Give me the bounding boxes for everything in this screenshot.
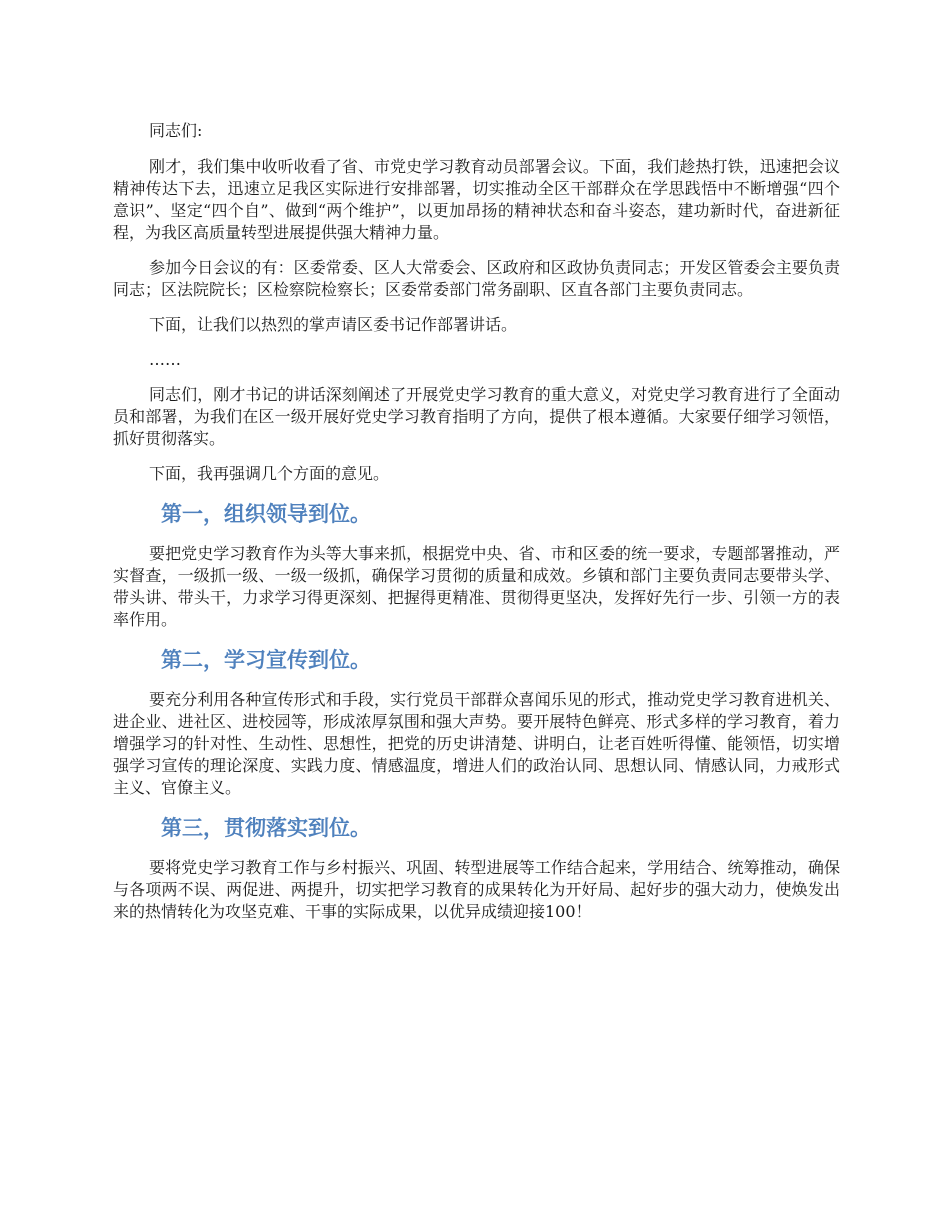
section-body-2: 要充分利用各种宣传形式和手段，实行党员干部群众喜闻乐见的形式，推动党史学习教育进机关、进企业、进社区、进校园等，形成浓厚氛围和强大声势。要开展特色鲜亮、形式多样的学习教育，着力增强学习的针对性、生动性、思想性，把党的历史讲清楚、讲明白，让老百姓听得懂、能领悟，切实增强学习宣传的理论深度、实践力度、情感温度，增进人们的政治认同、思想认同、情感认同，力戒形式主义、官僚主义。 [113, 690, 840, 797]
document-body [113, 120, 840, 936]
paragraph-summary: 同志们，刚才书记的讲话深刻阐述了开展党史学习教育的重大意义，对党史学习教育进行了全面动员和部署，为我们在区一级开展好党史学习教育指明了方向，提供了根本遵循。大家要仔细学习领悟，抓好贯彻落实。 [113, 385, 840, 448]
section-heading-1: 第一，组织领导到位。 [161, 502, 371, 526]
greeting: 同志们: [149, 121, 203, 140]
paragraph-ellipsis: …… [149, 350, 181, 369]
paragraph-attendees: 参加今日会议的有：区委常委、区人大常委会、区政府和区政协负责同志；开发区管委会主要负责同志；区法院院长；区检察院检察长；区委常委部门常务副职、区直各部门主要负责同志。 [113, 258, 840, 299]
paragraph-invite-speech: 下面，让我们以热烈的掌声请区委书记作部署讲话。 [149, 315, 518, 334]
section-heading-2: 第二，学习宣传到位。 [161, 648, 371, 672]
paragraph-transition: 下面，我再强调几个方面的意见。 [149, 464, 390, 483]
paragraph-opening: 刚才，我们集中收听收看了省、市党史学习教育动员部署会议。下面，我们趁热打铁，迅速把会议精神传达下去，迅速立足我区实际进行安排部署，切实推动全区干部群众在学思践悟中不断增强“四个意识”、坚定“四个自”、做到“两个维护”，以更加昂扬的精神状态和奋斗姿态，建功新时代，奋进新征程，为我区高质量转型进展提供强大精神力量。 [113, 157, 840, 242]
section-body-1: 要把党史学习教育作为头等大事来抓，根据党中央、省、市和区委的统一要求，专题部署推动，严实督查，一级抓一级、一级一级抓，确保学习贯彻的质量和成效。乡镇和部门主要负责同志要带头学、带头讲、带头干，力求学习得更深刻、把握得更精准、贯彻得更坚决，发挥好先行一步、引领一方的表率作用。 [113, 544, 840, 629]
section-heading-3: 第三，贯彻落实到位。 [161, 816, 371, 840]
section-body-3: 要将党史学习教育工作与乡村振兴、巩固、转型进展等工作结合起来，学用结合、统筹推动，确保与各项两不误、两促进、两提升，切实把学习教育的成果转化为开好局、起好步的强大动力，使焕发出来的热情转化为攻坚克难、干事的实际成果，以优异成绩迎接100！ [113, 858, 840, 921]
